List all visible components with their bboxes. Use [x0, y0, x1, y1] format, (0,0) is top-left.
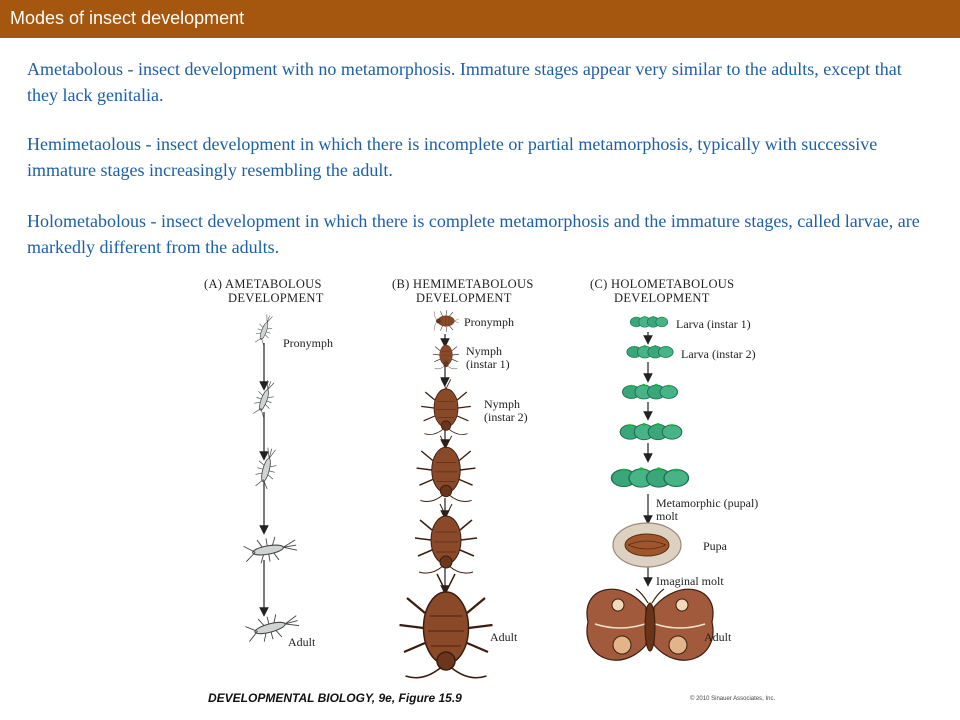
- label-c-imaginal-molt: Imaginal molt: [656, 574, 724, 588]
- label-c-metamorphic: Metamorphic (pupal): [656, 496, 759, 510]
- copyright-notice: © 2010 Sinauer Associates, Inc.: [690, 696, 776, 702]
- label-c-adult: Adult: [704, 630, 732, 644]
- slide-title: Modes of insect development: [10, 8, 245, 28]
- label-b-pronymph: Pronymph: [464, 315, 515, 329]
- label-c-larva-2: Larva (instar 2): [681, 347, 756, 361]
- label-a-pronymph: Pronymph: [283, 336, 334, 350]
- label-c-pupa: Pupa: [703, 539, 727, 553]
- label-b-nymph-2: Nymph: [484, 397, 520, 411]
- panel-b-header: (B) HEMIMETABOLOUS DEVELOPMENT: [392, 277, 534, 305]
- label-b-instar-1: (instar 1): [466, 357, 510, 371]
- panel-a-header: (A) AMETABOLOUS DEVELOPMENT: [204, 277, 324, 305]
- label-b-instar-2: (instar 2): [484, 410, 528, 424]
- label-a-adult: Adult: [288, 635, 316, 649]
- paragraph-ametabolous: Ametabolous - insect development with no metamorphosis. Immature stages appear very similar to the adults, except that they lack genitalia.: [27, 59, 902, 105]
- paragraph-holometabolous: Holometabolous - insect development in which there is complete metamorphosis and the immature stages, called larvae, are markedly different from the adults.: [27, 211, 920, 257]
- paragraph-hemimetabolous: Hemimetaolous - insect development in which there is incomplete or partial metamorphosis, typically with successive immature stages increasingly resembling the adult.: [27, 134, 878, 180]
- label-b-nymph-1: Nymph: [466, 344, 502, 358]
- figure-caption: DEVELOPMENTAL BIOLOGY, 9e, Figure 15.9: [208, 691, 462, 705]
- label-b-adult: Adult: [490, 630, 518, 644]
- label-c-molt: molt: [656, 509, 679, 523]
- panel-c-header: (C) HOLOMETABOLOUS DEVELOPMENT: [590, 277, 735, 305]
- label-c-larva-1: Larva (instar 1): [676, 317, 751, 331]
